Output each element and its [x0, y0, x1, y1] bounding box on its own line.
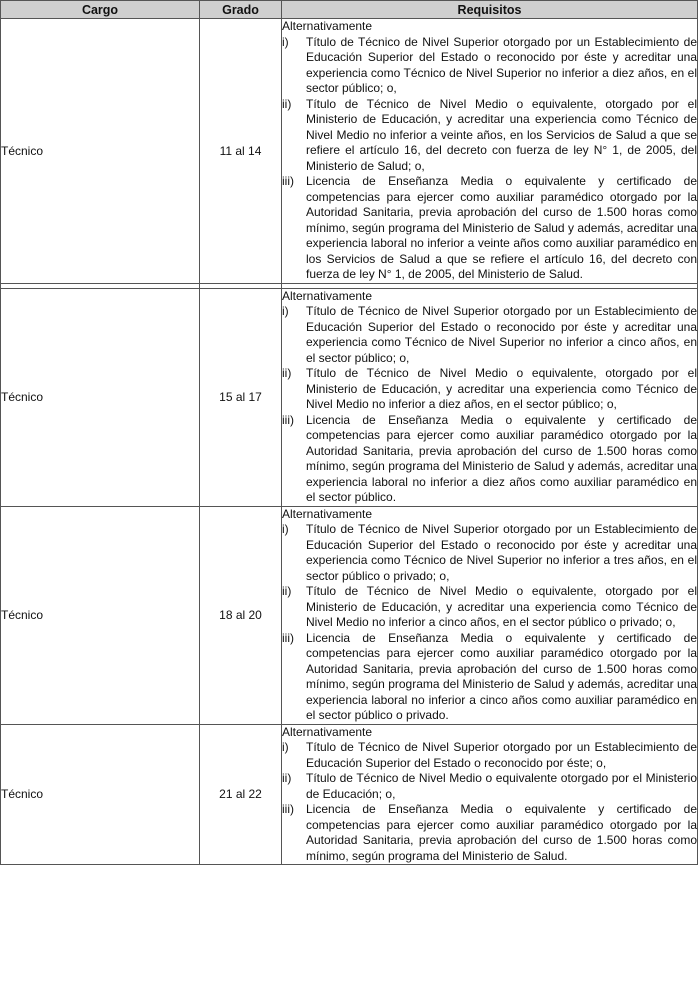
table-row: [1, 724, 698, 865]
header-cargo: Cargo: [1, 1, 200, 19]
item-number: i): [282, 34, 289, 49]
table-row: [1, 19, 698, 284]
item-text: Título de Técnico de Nivel Medio o equivalente, otorgado por el Ministerio de Educación, y acreditar una experiencia como Técnico de Nivel Medio no inferior a cinco años, en el sector público o privado; o,: [306, 584, 697, 629]
item-text: Título de Técnico de Nivel Superior otorgado por un Establecimiento de Educación Superior del Estado o reconocido por éste y acreditar una experiencia como Técnico de Nivel Superior no inferior a tres años, en el sector público o privado; o,: [306, 522, 697, 583]
cargo-cell: Técnico: [1, 506, 200, 724]
item-number: iii): [282, 174, 294, 188]
item-text: Título de Técnico de Nivel Superior otorgado por un Establecimiento de Educación Superior del Estado o reconocido por éste; o,: [306, 740, 697, 770]
grado-cell: 11 al 14: [200, 19, 282, 284]
list-item: [282, 35, 697, 97]
cargo-cell: Técnico: [1, 288, 200, 506]
requisitos-intro: Alternativamente: [282, 288, 373, 303]
list-item: [282, 413, 697, 506]
cargo-cell: Técnico: [1, 19, 200, 284]
item-number: iii): [282, 802, 294, 816]
item-text: Licencia de Enseñanza Media o equivalente y certificado de competencias para ejercer como auxiliar paramédico otorgado por la Autoridad Sanitaria, previa aprobación del curso de 1.500 horas como mínimo, según programa del Ministerio de Salud y además, acreditar una experiencia laboral no inferior a veinte años como auxiliar paramédico en los Servicios de Salud a que se refiere el artículo 16, del decreto con fuerza de ley N° 1, de 2005, del Ministerio de Salud.: [306, 174, 697, 281]
requisitos-intro: Alternativamente: [282, 724, 373, 739]
item-number: i): [282, 304, 289, 318]
requisitos-cell: [282, 19, 698, 284]
requisitos-list: [282, 740, 697, 864]
list-item: [282, 802, 697, 864]
list-item: [282, 740, 697, 771]
requisitos-intro: Alternativamente: [282, 19, 373, 33]
item-text: Licencia de Enseñanza Media o equivalente y certificado de competencias para ejercer como auxiliar paramédico otorgado por la Autoridad Sanitaria, previa aprobación del curso de 1.500 horas como mínimo, según programa del Ministerio de Salud y además, acreditar una experiencia laboral no inferior a cinco años como auxiliar paramédico en el sector público o privado.: [306, 630, 697, 722]
header-requisitos: Requisitos: [282, 1, 698, 19]
header-grado: Grado: [200, 1, 282, 19]
list-item: [282, 522, 697, 584]
list-item: [282, 97, 697, 175]
item-text: Licencia de Enseñanza Media o equivalente y certificado de competencias para ejercer como auxiliar paramédico otorgado por la Autoridad Sanitaria, previa aprobación del curso de 1.500 horas como mínimo, según programa del Ministerio de Salud.: [306, 802, 697, 863]
list-item: [282, 304, 697, 366]
item-number: iii): [282, 630, 294, 645]
item-text: Título de Técnico de Nivel Superior otorgado por un Establecimiento de Educación Superior del Estado o reconocido por éste y acreditar una experiencia como Técnico de Nivel Superior no inferior a cinco años, en el sector público; o,: [306, 304, 697, 365]
item-number: ii): [282, 96, 292, 111]
grado-cell: 21 al 22: [200, 724, 282, 865]
requisitos-cell: [282, 724, 698, 865]
item-text: Título de Técnico de Nivel Medio o equivalente, otorgado por el Ministerio de Educación, y acreditar una experiencia como Técnico de Nivel Medio no inferior a veinte años, en los Servicios de Salud a que se refiere el artículo 16, del decreto con fuerza de ley N° 1, de 2005, del Ministerio de Salud; o,: [306, 96, 697, 173]
requisitos-list: [282, 522, 697, 724]
table-row: [1, 288, 698, 506]
item-number: ii): [282, 584, 292, 598]
requisitos-list: [282, 35, 697, 283]
requisitos-cell: [282, 506, 698, 724]
list-item: [282, 771, 697, 802]
requisitos-intro: Alternativamente: [282, 506, 373, 521]
item-number: ii): [282, 771, 292, 785]
list-item: [282, 174, 697, 283]
table-row: [1, 506, 698, 724]
item-text: Título de Técnico de Nivel Superior otorgado por un Establecimiento de Educación Superior del Estado o reconocido por éste y acreditar una experiencia como Técnico de Nivel Superior no inferior a diez años, en el sector público; o,: [306, 34, 697, 95]
list-item: [282, 631, 697, 724]
item-number: i): [282, 740, 289, 754]
requisitos-list: [282, 304, 697, 506]
item-text: Título de Técnico de Nivel Medio o equivalente otorgado por el Ministerio de Educación; o,: [306, 771, 697, 801]
requisitos-cell: [282, 288, 698, 506]
grado-cell: 15 al 17: [200, 288, 282, 506]
grado-cell: 18 al 20: [200, 506, 282, 724]
cargo-cell: Técnico: [1, 724, 200, 865]
item-number: iii): [282, 412, 294, 427]
item-text: Licencia de Enseñanza Media o equivalente y certificado de competencias para ejercer como auxiliar paramédico otorgado por la Autoridad Sanitaria, previa aprobación del curso de 1.500 horas como mínimo, según programa del Ministerio de Salud y además, acreditar una experiencia laboral no inferior a diez años como auxiliar paramédico en el sector público.: [306, 412, 697, 504]
item-number: i): [282, 522, 289, 536]
header-row: [1, 1, 698, 19]
item-text: Título de Técnico de Nivel Medio o equivalente, otorgado por el Ministerio de Educación, y acreditar una experiencia como Técnico de Nivel Medio no inferior a diez años, en el sector público; o,: [306, 366, 697, 411]
list-item: [282, 584, 697, 631]
item-number: ii): [282, 366, 292, 380]
list-item: [282, 366, 697, 413]
